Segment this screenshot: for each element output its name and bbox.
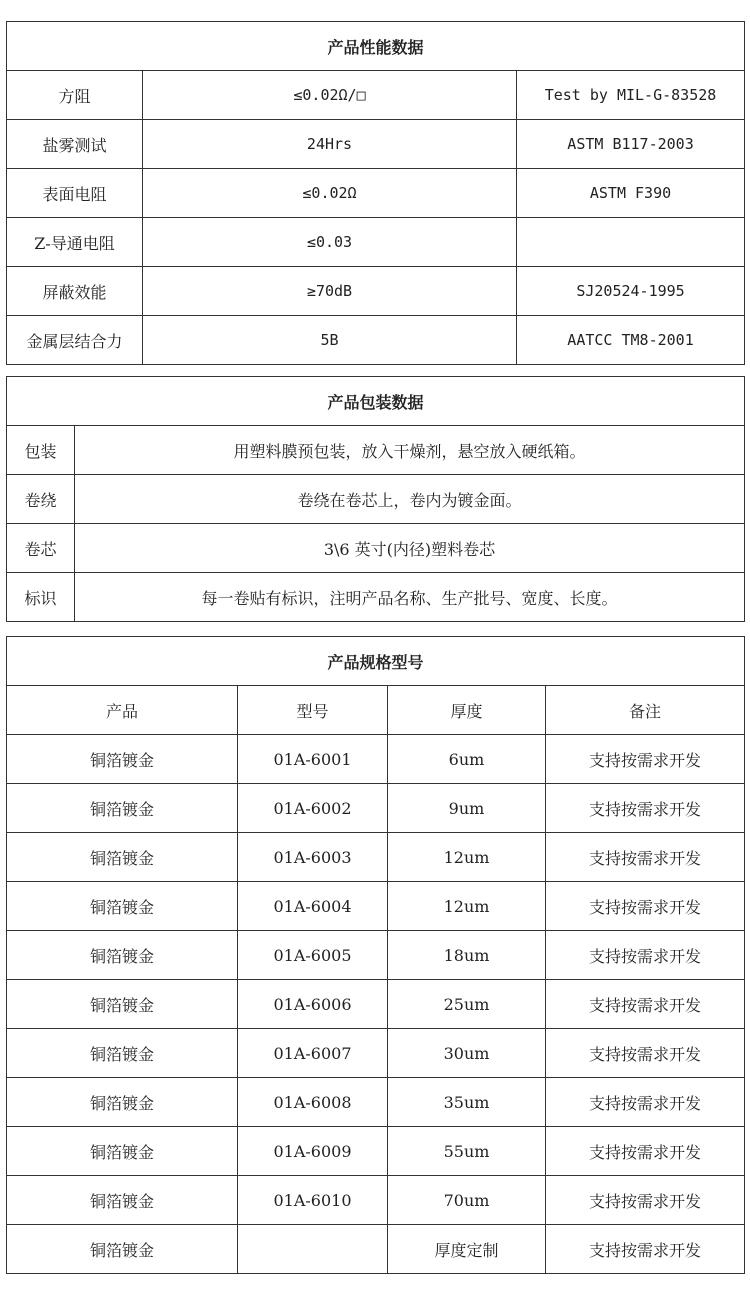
spec-remark: 支持按需求开发: [546, 1176, 745, 1225]
spec-model: 01A-6009: [238, 1127, 388, 1176]
performance-table: [6, 21, 745, 365]
spec-remark: 支持按需求开发: [546, 735, 745, 784]
spec-model: 01A-6001: [238, 735, 388, 784]
spec-thickness: 35um: [388, 1078, 546, 1127]
spec-product: 铜箔镀金: [7, 980, 238, 1029]
pack-name: 卷芯: [7, 524, 75, 573]
perf-value: ≤0.02Ω: [143, 169, 517, 218]
table-row: [7, 71, 745, 120]
performance-title: 产品性能数据: [7, 22, 745, 71]
perf-value: ≤0.02Ω/□: [143, 71, 517, 120]
perf-value: 5B: [143, 316, 517, 365]
table-row: [7, 1225, 745, 1274]
spec-remark: 支持按需求开发: [546, 882, 745, 931]
perf-standard: AATCC TM8-2001: [517, 316, 745, 365]
spec-remark: 支持按需求开发: [546, 833, 745, 882]
perf-standard: [517, 218, 745, 267]
spec-thickness: 30um: [388, 1029, 546, 1078]
table-row: [7, 573, 745, 622]
table-row: [7, 218, 745, 267]
spec-remark: 支持按需求开发: [546, 1127, 745, 1176]
perf-name: 表面电阻: [7, 169, 143, 218]
table-row: [7, 1029, 745, 1078]
table-row: [7, 882, 745, 931]
perf-value: ≥70dB: [143, 267, 517, 316]
table-row: [7, 1176, 745, 1225]
pack-name: 标识: [7, 573, 75, 622]
spec-thickness: 厚度定制: [388, 1225, 546, 1274]
spec-thickness: 55um: [388, 1127, 546, 1176]
spec-model: 01A-6010: [238, 1176, 388, 1225]
spec-thickness: 25um: [388, 980, 546, 1029]
spec-product: 铜箔镀金: [7, 882, 238, 931]
header-remark: 备注: [546, 686, 745, 735]
perf-standard: SJ20524-1995: [517, 267, 745, 316]
spec-model: 01A-6008: [238, 1078, 388, 1127]
spec-thickness: 70um: [388, 1176, 546, 1225]
spec-remark: 支持按需求开发: [546, 931, 745, 980]
spec-model: [238, 1225, 388, 1274]
packaging-table: [6, 376, 745, 622]
spec-model: 01A-6006: [238, 980, 388, 1029]
pack-value: 3\6 英寸(内径)塑料卷芯: [75, 524, 745, 573]
pack-name: 包装: [7, 426, 75, 475]
table-row: [7, 267, 745, 316]
packaging-title: 产品包装数据: [7, 377, 745, 426]
spec-model: 01A-6003: [238, 833, 388, 882]
spec-product: 铜箔镀金: [7, 1078, 238, 1127]
table-row: [7, 475, 745, 524]
spec-thickness: 12um: [388, 882, 546, 931]
table-row: [7, 120, 745, 169]
table-row: [7, 1078, 745, 1127]
pack-name: 卷绕: [7, 475, 75, 524]
spec-product: 铜箔镀金: [7, 1225, 238, 1274]
spec-remark: 支持按需求开发: [546, 1029, 745, 1078]
spec-product: 铜箔镀金: [7, 1029, 238, 1078]
perf-value: ≤0.03: [143, 218, 517, 267]
header-thickness: 厚度: [388, 686, 546, 735]
spec-remark: 支持按需求开发: [546, 784, 745, 833]
table-row: [7, 784, 745, 833]
spec-product: 铜箔镀金: [7, 1127, 238, 1176]
specs-header-row: [7, 686, 745, 735]
pack-value: 每一卷贴有标识，注明产品名称、生产批号、宽度、长度。: [75, 573, 745, 622]
spec-thickness: 6um: [388, 735, 546, 784]
spec-product: 铜箔镀金: [7, 735, 238, 784]
perf-name: 金属层结合力: [7, 316, 143, 365]
table-row: [7, 1127, 745, 1176]
perf-standard: ASTM B117-2003: [517, 120, 745, 169]
spec-product: 铜箔镀金: [7, 1176, 238, 1225]
spec-model: 01A-6005: [238, 931, 388, 980]
spec-product: 铜箔镀金: [7, 833, 238, 882]
spec-thickness: 12um: [388, 833, 546, 882]
perf-name: 盐雾测试: [7, 120, 143, 169]
spec-thickness: 9um: [388, 784, 546, 833]
specs-table: [6, 636, 745, 1274]
specs-title: 产品规格型号: [7, 637, 745, 686]
table-row: [7, 735, 745, 784]
spec-remark: 支持按需求开发: [546, 980, 745, 1029]
spec-model: 01A-6007: [238, 1029, 388, 1078]
spec-thickness: 18um: [388, 931, 546, 980]
perf-name: 屏蔽效能: [7, 267, 143, 316]
perf-name: 方阻: [7, 71, 143, 120]
header-model: 型号: [238, 686, 388, 735]
table-row: [7, 426, 745, 475]
pack-value: 用塑料膜预包装，放入干燥剂，悬空放入硬纸箱。: [75, 426, 745, 475]
spec-model: 01A-6004: [238, 882, 388, 931]
table-row: [7, 980, 745, 1029]
perf-standard: ASTM F390: [517, 169, 745, 218]
spec-model: 01A-6002: [238, 784, 388, 833]
table-row: [7, 524, 745, 573]
header-product: 产品: [7, 686, 238, 735]
table-row: [7, 316, 745, 365]
perf-name: Z-导通电阻: [7, 218, 143, 267]
spec-product: 铜箔镀金: [7, 784, 238, 833]
spec-product: 铜箔镀金: [7, 931, 238, 980]
table-row: [7, 833, 745, 882]
spec-remark: 支持按需求开发: [546, 1078, 745, 1127]
perf-value: 24Hrs: [143, 120, 517, 169]
table-row: [7, 169, 745, 218]
table-row: [7, 931, 745, 980]
spec-remark: 支持按需求开发: [546, 1225, 745, 1274]
pack-value: 卷绕在卷芯上，卷内为镀金面。: [75, 475, 745, 524]
perf-standard: Test by MIL-G-83528: [517, 71, 745, 120]
